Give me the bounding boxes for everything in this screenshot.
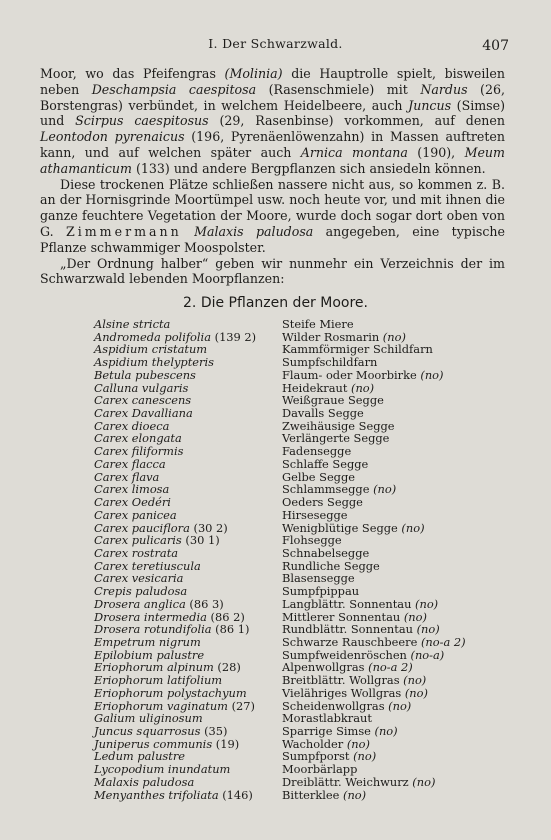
common-name-text: Alpenwollgras [282, 660, 365, 675]
latin-name-text: Eriophorum alpinum [94, 660, 214, 675]
figure-reference: (30 2) [189, 520, 228, 535]
text-run: Diese trockenen Plätze schließen nassere nicht aus, so kommen z. B. an der Hornisgrinde Moortümpel usw. noch heute vor, und mit ihnen die ganze feuchtere Vegetation der Moore, wurde doch sogar dort oben von G. [40, 176, 505, 239]
common-name-text: Sumpfporst [282, 749, 350, 764]
italic-term: Juncus [408, 97, 452, 113]
latin-name-text: Carex flava [94, 469, 160, 484]
latin-name-text: Carex Davalliana [94, 406, 193, 421]
figure-reference: (86 3) [185, 596, 224, 611]
latin-name-text: Eriophorum vaginatum [94, 698, 228, 713]
common-name-text: Sumpfschildfarn [282, 355, 378, 370]
text-run: (Rasenschmiele) mit [256, 81, 421, 97]
distribution-note: (no) [339, 787, 367, 802]
common-name-text: Morastlabkraut [282, 711, 372, 726]
common-name-text: Heidekraut [282, 380, 348, 395]
distribution-note: (no-a 2) [417, 634, 466, 649]
common-name-text: Mittlerer Sonnentau [282, 609, 401, 624]
body-text [40, 66, 505, 287]
italic-term: Deschampsia caespitosa [91, 81, 257, 97]
common-name-text: Bitterklee [282, 787, 340, 802]
distribution-note: (no) [416, 367, 444, 382]
latin-name-text: Drosera anglica [94, 596, 186, 611]
latin-name-text: Calluna vulgaris [94, 380, 189, 395]
figure-reference: (35) [200, 724, 228, 738]
latin-name-text: Alsine stricta [94, 317, 171, 331]
common-name-text: Breitblättr. Wollgras [282, 673, 400, 688]
common-name-text: Gelbe Segge [282, 469, 356, 484]
italic-term: Scirpus caespitosus [75, 113, 209, 129]
distribution-note: (no) [384, 698, 412, 713]
italic-term: Arnica montana [300, 144, 408, 160]
common-name-text: Rundliche Segge [282, 558, 380, 573]
common-name-text: Sparrige Simse [282, 724, 371, 738]
latin-name-text: Carex filiformis [94, 444, 184, 459]
spaced-name: Zimmermann [65, 223, 182, 239]
common-name-text: Vielähriges Wollgras [282, 685, 402, 700]
distribution-note: (no) [411, 596, 439, 611]
running-head: I. Der Schwarzwald. [208, 36, 343, 51]
distribution-note: (no) [347, 380, 375, 395]
text-run: angegeben, eine typische Pflanze schwammiger Moospolster. [40, 223, 505, 255]
text-run: (196, Pyrenäenlöwenzahn) in Massen auftreten kann, und auf welchen später auch [40, 129, 505, 160]
page-number: 407 [482, 38, 509, 54]
common-name-text: Fadensegge [282, 444, 352, 459]
distribution-note: (no) [370, 724, 398, 738]
latin-name-text: Carex flacca [94, 456, 166, 471]
common-name-text: Oeders Segge [282, 495, 363, 510]
latin-name-text: Eriophorum latifolium [94, 673, 223, 688]
common-name-text: Flohsegge [282, 533, 342, 548]
figure-reference: (86 1) [211, 622, 250, 637]
latin-name-text: Juniperus communis [94, 736, 213, 751]
common-name-text: Verlängerte Segge [282, 431, 390, 446]
common-name-text: Schlaffe Segge [282, 456, 369, 471]
common-name-text: Moorbärlapp [282, 762, 358, 777]
common-name-text: Davalls Segge [282, 406, 364, 421]
latin-name [94, 789, 282, 802]
latin-name-text: Andromeda polifolia [94, 329, 211, 344]
text-run: (26, Borstengras) verbündet, in welchem Heidelbeere, auch [40, 81, 505, 113]
distribution-note: (no) [379, 329, 406, 344]
species-row [94, 789, 534, 802]
latin-name-text: Ledum palustre [94, 749, 186, 764]
figure-reference: (86 2) [206, 609, 245, 624]
latin-name-text: Epilobium palustre [94, 647, 205, 662]
text-run: (133) und andere Bergpflanzen sich ansiedeln können. [131, 160, 486, 176]
common-name-text: Dreiblättr. Weichwurz [282, 774, 409, 789]
latin-name-text: Carex limosa [94, 482, 170, 497]
italic-term: Nardus [420, 81, 468, 97]
common-name-text: Langblättr. Sonnentau [282, 596, 412, 611]
paragraph [40, 66, 505, 177]
distribution-note: (no) [401, 685, 428, 700]
text-run: „Der Ordnung halber“ geben wir nunmehr ein Verzeichnis der im Schwarzwald lebenden Moorpflanzen: [40, 255, 505, 287]
section-title: 2. Die Pflanzen der Moore. [183, 295, 368, 311]
latin-name-text: Carex teretiuscula [94, 558, 201, 573]
paragraph [40, 177, 505, 256]
text-run: (190), [407, 144, 465, 160]
italic-term: Malaxis paludosa [194, 223, 314, 239]
text-run: die Hauptrolle spielt, bisweilen neben [40, 66, 505, 97]
distribution-note: (no) [399, 673, 427, 688]
latin-name-text: Empetrum nigrum [94, 634, 201, 649]
common-name-text: Steife Miere [282, 317, 354, 331]
distribution-note: (no) [397, 520, 425, 535]
common-name-text: Schlammsegge [282, 482, 370, 497]
common-name-text: Scheidenwollgras [282, 698, 385, 713]
italic-term: Leontodon pyrenaicus [40, 129, 185, 145]
common-name-text: Zweihäusige Segge [282, 418, 395, 433]
common-name-text: Wacholder [282, 736, 344, 751]
latin-name-text: Aspidium thelypteris [94, 355, 214, 370]
latin-name-text: Carex Oedéri [94, 495, 171, 510]
latin-name-text: Menyanthes trifoliata [94, 787, 219, 802]
italic-term: (Molinia) [224, 66, 283, 81]
figure-reference: (28) [213, 660, 241, 675]
latin-name-text: Lycopodium inundatum [94, 762, 231, 777]
common-name-text: Kammförmiger Schildfarn [282, 342, 433, 357]
latin-name-text: Carex canescens [94, 393, 192, 408]
common-name-text: Flaum- oder Moorbirke [282, 367, 417, 382]
latin-name-text: Crepis paludosa [94, 584, 188, 599]
distribution-note: (no) [349, 749, 377, 764]
figure-reference: (139 2) [211, 329, 257, 344]
latin-name-text: Malaxis paludosa [94, 774, 195, 789]
common-name-text: Schwarze Rauschbeere [282, 634, 418, 649]
latin-name-text: Carex rostrata [94, 545, 179, 560]
figure-reference: (19) [212, 736, 240, 751]
distribution-note: (no-a) [406, 647, 445, 662]
figure-reference: (146) [218, 787, 253, 802]
page-header [0, 36, 551, 56]
distribution-note: (no-a 2) [364, 660, 413, 675]
latin-name-text: Carex pulicaris [94, 533, 182, 548]
latin-name-text: Eriophorum polystachyum [94, 685, 247, 700]
latin-name-text: Carex panicea [94, 507, 177, 522]
latin-name-text: Drosera intermedia [94, 609, 207, 624]
latin-name-text: Carex vesicaria [94, 571, 184, 586]
distribution-note: (no) [343, 736, 370, 751]
common-name-text: Weißgraue Segge [282, 393, 384, 408]
common-name-text: Rundblättr. Sonnentau [282, 622, 413, 637]
latin-name-text: Aspidium cristatum [94, 342, 208, 357]
latin-name-text: Carex elongata [94, 431, 182, 446]
distribution-note: (no) [412, 622, 440, 637]
distribution-note: (no) [408, 774, 436, 789]
common-name-text: Sumpfweidenröschen [282, 647, 407, 662]
distribution-note: (no) [400, 609, 427, 624]
common-name-text: Schnabelsegge [282, 545, 370, 560]
common-name-text: Wenigblütige Segge [282, 520, 398, 535]
latin-name-text: Carex pauciflora [94, 520, 190, 535]
common-name-text: Blasensegge [282, 571, 355, 586]
text-run: (Simse) und [40, 97, 506, 129]
latin-name-text: Drosera rotundifolia [94, 622, 212, 637]
common-name-text: Hirsesegge [282, 507, 348, 522]
species-list [94, 318, 534, 801]
common-name [282, 789, 534, 802]
latin-name-text: Carex dioeca [94, 418, 170, 433]
latin-name-text: Galium uliginosum [94, 711, 203, 726]
figure-reference: (30 1) [181, 533, 220, 548]
paragraph [40, 256, 505, 288]
text-run: (29, Rasenbinse) vorkommen, auf denen [208, 113, 505, 129]
text-run: Moor, wo das Pfeifengras [40, 66, 225, 81]
common-name-text: Wilder Rosmarin [282, 329, 380, 344]
common-name-text: Sumpfpippau [282, 584, 360, 599]
distribution-note: (no) [369, 482, 397, 497]
text-run [182, 224, 194, 239]
figure-reference: (27) [227, 698, 255, 713]
italic-term: Meum athamanticum [40, 144, 505, 176]
latin-name-text: Betula pubescens [94, 367, 196, 382]
latin-name-text: Juncus squarrosus [94, 724, 201, 738]
